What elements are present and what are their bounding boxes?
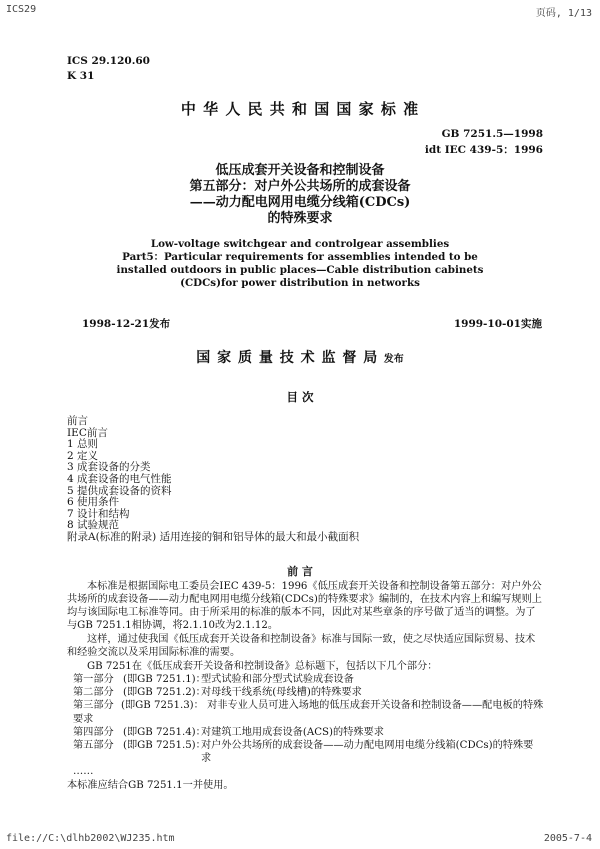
part-row — [67, 739, 545, 765]
part-label: 第五部分 — [73, 740, 114, 752]
toc-item: 附录A(标准的附录) 适用连接的铜和铝导体的最大和最小截面积 — [67, 530, 360, 543]
publisher-name: 国 家 质 量 技 术 监 督 局 — [196, 350, 379, 366]
parts-ellipsis: …… — [73, 766, 94, 778]
header-page-number: 页码, 1/13 — [535, 8, 592, 19]
part-label: 第四部分 — [73, 726, 114, 738]
title-en-line: Part5：Particular requirements for assemblies intended to be — [122, 251, 478, 263]
toc-item: 7 设计和结构 — [67, 507, 130, 520]
foreword-paragraph-2: 这样，通过使我国《低压成套开关设备和控制设备》标准与国际一致，使之尽快适应国际贸易、技术和经验交流以及采用国际标准的需要。 — [67, 634, 536, 658]
header-left: ICS29 — [6, 4, 37, 15]
part-ref: (即GB 7251.3)： — [121, 700, 204, 712]
part-ref: (即GB 7251.4)： — [123, 726, 206, 738]
title-cn — [0, 163, 600, 227]
foreword-paragraph-1: 本标准是根据国际电工委员会IEC 439-5：1996《低压成套开关设备和控制设备第五部分：对户外公共场所的成套设备——动力配电网用电缆分线箱(CDCs)的特殊要求》编制的，在技术内容上和编写规则上均与该国际电工标准等同。由于所采用的标准的版本不同，因此对某些章条的序号做了适当的调整。为了与GB 7251.1相协调，将2.1.10改为2.1.12。 — [67, 581, 542, 631]
part-desc: 对母线干线系统(母线槽)的特殊要求 — [201, 687, 362, 699]
title-cn-line: 第五部分：对户外公共场所的成套设备 — [189, 179, 411, 194]
toc-item: 4 成套设备的电气性能 — [67, 472, 172, 485]
part-row — [67, 726, 545, 739]
footer-file-path: file://C:\dlhb2002\WJ235.htm — [6, 833, 175, 844]
parts-list — [67, 673, 545, 792]
foreword-title: 前 言 — [287, 565, 313, 578]
toc-item: IEC前言 — [67, 426, 108, 439]
title-en-line: Low-voltage switchgear and controlgear assemblies — [150, 238, 450, 250]
standard-number: GB 7251.5—1998 — [441, 128, 543, 140]
k-code: K 31 — [67, 70, 95, 82]
part-row — [67, 686, 545, 699]
part-row — [67, 699, 545, 725]
toc-item: 6 使用条件 — [67, 496, 120, 509]
part-ref: (即GB 7251.2)： — [123, 687, 206, 699]
part-desc: 对户外公共场所的成套设备——动力配电网用电缆分线箱(CDCs)的特殊要求 — [201, 740, 534, 765]
title-en-line: (CDCs)for power distribution in networks — [180, 277, 420, 289]
part-ref: (即GB 7251.5)： — [123, 740, 206, 752]
part-label: 第三部分 — [73, 700, 114, 712]
publisher — [0, 347, 600, 367]
part-desc: 型式试验和部分型式试验成套设备 — [201, 674, 354, 685]
toc-item: 1 总则 — [67, 438, 99, 451]
ics-code: ICS 29.120.60 — [67, 55, 150, 67]
idt-reference: idt IEC 439-5：1996 — [424, 144, 543, 156]
toc-item: 3 成套设备的分类 — [67, 461, 151, 474]
title-cn-line: ——动力配电网用电缆分线箱(CDCs) — [189, 195, 411, 210]
title-en-line: installed outdoors in public places—Cable distribution cabinets — [116, 264, 484, 276]
effective-date: 1999-10-01实施 — [453, 318, 542, 330]
toc-item: 5 提供成套设备的资料 — [67, 484, 172, 497]
part-label: 第二部分 — [73, 687, 114, 699]
table-of-contents — [67, 416, 359, 544]
part-ref: (即GB 7251.1)： — [123, 674, 206, 685]
issued-date: 1998-12-21发布 — [82, 318, 171, 330]
toc-item: 8 试验规范 — [67, 519, 120, 532]
part-row — [67, 673, 545, 686]
publisher-suffix: 发布 — [383, 354, 404, 365]
part-desc: 对建筑工地用成套设备(ACS)的特殊要求 — [201, 726, 384, 738]
part-label: 第一部分 — [73, 674, 114, 685]
title-en — [0, 238, 600, 290]
foreword-last-line: 本标准应结合GB 7251.1一并使用。 — [67, 779, 234, 791]
national-standard-heading: 中 华 人 民 共 和 国 国 家 标 准 — [180, 100, 420, 118]
foreword-paragraph-3: GB 7251在《低压成套开关设备和控制设备》总标题下，包括以下几个部分： — [87, 661, 438, 672]
title-cn-line: 低压成套开关设备和控制设备 — [215, 163, 385, 178]
toc-item: 前言 — [67, 415, 88, 427]
title-cn-line: 的特殊要求 — [267, 211, 333, 226]
toc-item: 2 定义 — [67, 449, 99, 462]
toc-title: 目 次 — [286, 390, 314, 404]
part-desc: 对非专业人员可进入场地的低压成套开关设备和控制设备——配电板的特殊要求 — [73, 700, 544, 725]
footer-date: 2005-7-4 — [543, 833, 592, 844]
